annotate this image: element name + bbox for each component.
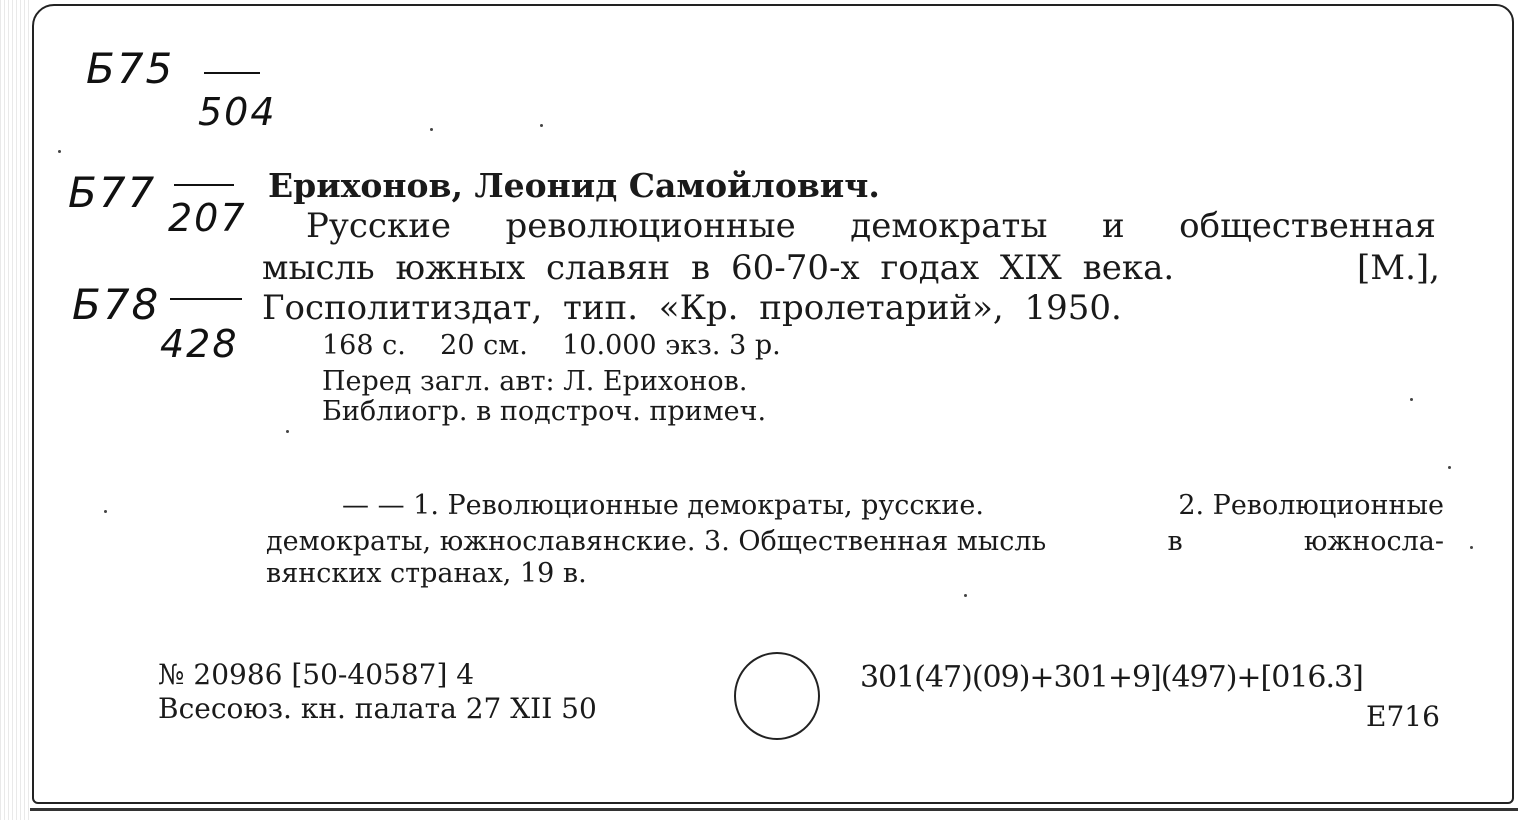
scan-speck (540, 124, 543, 127)
scan-speck (1410, 398, 1413, 401)
card-bottom-edge (30, 808, 1518, 811)
scan-speck (104, 510, 107, 513)
subject-segment: 2. Революционные (1178, 490, 1444, 521)
scan-speck (964, 594, 967, 597)
title-word: революционные (505, 206, 796, 246)
subject-segment: в (1167, 526, 1183, 557)
handwritten-call-number-3-top: Б78 (72, 280, 161, 329)
subjects-line-1 (342, 490, 1444, 521)
publication-place: [М.], (1357, 248, 1440, 288)
title-word: общественная (1179, 206, 1436, 246)
record-number: № 20986 [50-40587] 4 (158, 658, 475, 691)
note-author: Перед загл. авт: Л. Ерихонов. (322, 366, 748, 397)
book-chamber-stamp: Всесоюз. кн. палата 27 XII 50 (158, 692, 597, 725)
subject-segment: южносла- (1303, 526, 1444, 557)
scan-edge (0, 0, 30, 820)
handwritten-fraction-bar-2 (174, 184, 234, 186)
handwritten-call-number-2-bottom: 207 (168, 196, 247, 240)
card-punch-hole (734, 652, 820, 740)
publisher-line: Госполитиздат, тип. «Кр. пролетарий», 1950. (262, 288, 1122, 328)
classification-code: 301(47)(09)+301+9](497)+[016.3] (860, 660, 1363, 695)
subjects-line-3: вянских странах, 19 в. (266, 558, 587, 589)
subject-segment: демократы, южнославянские. 3. Общественная мысль (266, 526, 1047, 557)
physical-description: 168 с. 20 см. 10.000 экз. 3 р. (322, 330, 781, 361)
handwritten-fraction-bar-3 (170, 298, 242, 300)
title-segment: мысль южных славян в 60-70-х годах XIX века. (262, 248, 1175, 288)
title-line-2 (262, 248, 1440, 288)
scan-speck (1448, 466, 1451, 469)
handwritten-fraction-bar-1 (204, 72, 260, 74)
handwritten-call-number-3-bottom: 428 (160, 322, 239, 366)
scan-speck (58, 150, 61, 153)
scan-speck (286, 430, 289, 433)
title-word: демократы (850, 206, 1048, 246)
title-word: Русские (306, 206, 451, 246)
subject-segment: — — 1. Революционные демократы, русские. (342, 490, 984, 521)
handwritten-call-number-1-top: Б75 (86, 44, 175, 93)
title-word: и (1101, 206, 1125, 246)
scan-speck (1470, 546, 1473, 549)
handwritten-call-number-2-top: Б77 (68, 168, 157, 217)
subjects-line-2 (266, 526, 1444, 557)
author-heading: Ерихонов, Леонид Самойлович. (268, 166, 880, 205)
author-mark: Е716 (1366, 700, 1440, 733)
handwritten-call-number-1-bottom: 504 (198, 90, 277, 134)
note-bibliography: Библиогр. в подстроч. примеч. (322, 396, 767, 427)
title-line-1 (306, 206, 1436, 246)
scan-speck (430, 128, 433, 131)
